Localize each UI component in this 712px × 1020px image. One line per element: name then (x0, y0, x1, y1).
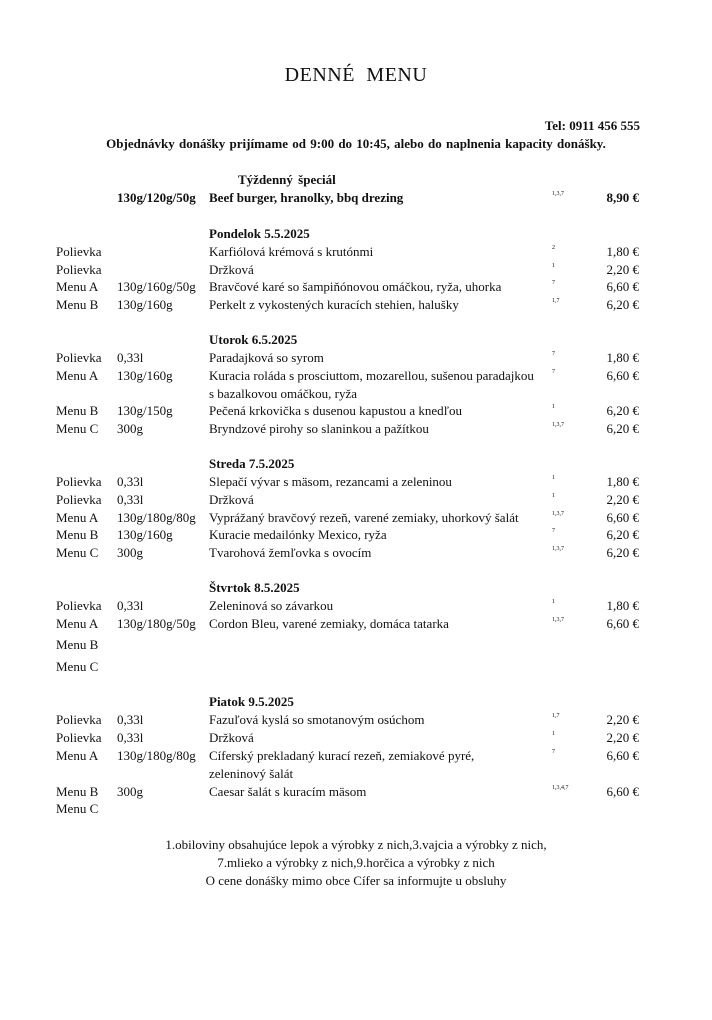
item-allergens: 1 (552, 731, 555, 737)
item-type: Polievka (56, 244, 102, 259)
item-allergens: 1,3,7 (552, 617, 564, 623)
menu-title: DENNÉ MENU (284, 64, 428, 86)
day-heading-tuesday: Utorok 6.5.2025 (209, 332, 298, 347)
menu-row (0, 421, 712, 439)
item-price: 6,20 € (606, 297, 639, 312)
item-allergens: 7 (552, 528, 555, 534)
item-type: Polievka (56, 492, 102, 507)
item-allergens: 7 (552, 351, 555, 357)
item-price: 6,60 € (606, 616, 639, 631)
menu-row (0, 712, 712, 730)
item-name: Tvarohová žemľovka s ovocím (209, 545, 372, 560)
item-name: Cíferský prekladaný kurací rezeň, zemiakové pyré, (209, 748, 475, 763)
item-name: Pečená krkovička s dusenou kapustou a knedľou (209, 403, 462, 418)
day-heading-thursday: Štvrtok 8.5.2025 (209, 580, 300, 595)
item-name: Zeleninová so závarkou (209, 598, 334, 613)
item-allergens: 1 (552, 404, 555, 410)
item-weight: 130g/160g (117, 527, 173, 542)
item-price: 6,60 € (606, 748, 639, 763)
menu-row (0, 748, 712, 766)
item-allergens: 1 (552, 599, 555, 605)
item-type: Menu C (56, 421, 99, 436)
item-weight: 300g (117, 421, 143, 436)
item-name: Perkelt z vykostených kuracích stehien, halušky (209, 297, 459, 312)
item-price: 6,20 € (606, 545, 639, 560)
menu-row (0, 730, 712, 748)
allergen-footnote: 1.obiloviny obsahujúce lepok a výrobky z nich,3.vajcia a výrobky z nich, (165, 837, 547, 852)
item-allergens: 1,3,7 (552, 422, 564, 428)
menu-row (0, 403, 712, 421)
item-price: 2,20 € (606, 262, 639, 277)
item-price: 6,20 € (606, 527, 639, 542)
item-type: Menu B (56, 403, 99, 418)
item-name: Slepačí vývar s mäsom, rezancami a zeleninou (209, 474, 452, 489)
item-price: 6,20 € (606, 421, 639, 436)
weekly-special-heading: Týždenný špeciál (238, 172, 336, 187)
menu-row (0, 527, 712, 545)
phone-number: Tel: 0911 456 555 (544, 118, 640, 133)
item-weight: 130g/150g (117, 403, 173, 418)
item-type: Menu C (56, 545, 99, 560)
item-price: 1,80 € (606, 350, 639, 365)
item-allergens: 1 (552, 263, 555, 269)
item-allergens: 1,3,7 (552, 546, 564, 552)
item-weight: 130g/120g/50g (117, 190, 196, 205)
item-allergens: 7 (552, 369, 555, 375)
menu-row (0, 368, 712, 386)
item-price: 6,20 € (606, 403, 639, 418)
menu-row (0, 510, 712, 528)
item-price: 2,20 € (606, 492, 639, 507)
menu-type-empty: Menu C (56, 659, 99, 674)
item-name: Vyprážaný bravčový rezeň, varené zemiaky, uhorkový šalát (209, 510, 519, 525)
item-price: 1,80 € (606, 598, 639, 613)
item-type: Polievka (56, 730, 102, 745)
item-name: Držková (209, 730, 254, 745)
item-allergens: 1,7 (552, 298, 560, 304)
item-type: Menu A (56, 510, 99, 525)
item-weight: 0,33l (117, 730, 144, 745)
menu-row (0, 297, 712, 315)
item-type: Menu A (56, 279, 99, 294)
item-weight: 130g/160g/50g (117, 279, 196, 294)
weekly-special-row (0, 190, 712, 208)
item-weight: 0,33l (117, 350, 144, 365)
item-weight: 130g/180g/80g (117, 510, 196, 525)
item-allergens: 1 (552, 475, 555, 481)
item-price: 6,60 € (606, 784, 639, 799)
item-name: Kuracia roláda s prosciuttom, mozarellou, sušenou paradajkou (209, 368, 534, 383)
item-weight: 0,33l (117, 712, 144, 727)
item-allergens: 1,3,4,7 (552, 785, 569, 791)
item-weight: 0,33l (117, 598, 144, 613)
item-type: Polievka (56, 350, 102, 365)
item-name: Bravčové karé so šampiňónovou omáčkou, ryža, uhorka (209, 279, 502, 294)
menu-row (0, 244, 712, 262)
item-price: 6,60 € (606, 279, 639, 294)
item-name: Karfiólová krémová s krutónmi (209, 244, 374, 259)
item-weight: 130g/160g (117, 368, 173, 383)
day-heading-wednesday: Streda 7.5.2025 (209, 456, 295, 471)
item-price: 8,90 € (606, 190, 639, 205)
item-name-continued: s bazalkovou omáčkou, ryža (209, 386, 358, 401)
item-weight: 300g (117, 545, 143, 560)
item-type: Polievka (56, 262, 102, 277)
item-price: 1,80 € (606, 244, 639, 259)
item-type: Polievka (56, 598, 102, 613)
orders-info: Objednávky donášky prijímame od 9:00 do 10:45, alebo do naplnenia kapacity donášky. (106, 136, 606, 151)
menu-row (0, 262, 712, 280)
item-name: Caesar šalát s kuracím mäsom (209, 784, 367, 799)
item-weight: 0,33l (117, 492, 144, 507)
menu-row (0, 784, 712, 802)
day-heading-monday: Pondelok 5.5.2025 (209, 226, 310, 241)
item-type: Polievka (56, 474, 102, 489)
item-allergens: 1,3,7 (552, 511, 564, 517)
item-name-continued: zeleninový šalát (209, 766, 294, 781)
item-type: Menu B (56, 527, 99, 542)
allergen-footnote: 7.mlieko a výrobky z nich,9.horčica a výrobky z nich (217, 855, 495, 870)
delivery-note: O cene donášky mimo obce Cífer sa informujte u obsluhy (205, 873, 507, 888)
item-price: 2,20 € (606, 730, 639, 745)
menu-row (0, 545, 712, 563)
menu-row (0, 350, 712, 368)
item-price: 1,80 € (606, 474, 639, 489)
item-type: Menu B (56, 784, 99, 799)
item-allergens: 1,3,7 (552, 191, 564, 197)
item-name: Kuracie medailónky Mexico, ryža (209, 527, 387, 542)
item-type: Menu B (56, 297, 99, 312)
item-allergens: 2 (552, 245, 555, 251)
item-name: Fazuľová kyslá so smotanovým osúchom (209, 712, 425, 727)
item-price: 6,60 € (606, 510, 639, 525)
menu-type-empty: Menu C (56, 801, 99, 816)
item-weight: 300g (117, 784, 143, 799)
item-allergens: 7 (552, 280, 555, 286)
item-name: Bryndzové pirohy so slaninkou a pažítkou (209, 421, 429, 436)
item-name: Držková (209, 492, 254, 507)
item-name: Beef burger, hranolky, bbq drezing (209, 190, 404, 205)
item-type: Menu A (56, 616, 99, 631)
item-price: 2,20 € (606, 712, 639, 727)
menu-row (0, 492, 712, 510)
item-weight: 130g/180g/50g (117, 616, 196, 631)
menu-row (0, 279, 712, 297)
item-type: Menu A (56, 368, 99, 383)
item-allergens: 1,7 (552, 713, 560, 719)
item-name: Paradajková so syrom (209, 350, 324, 365)
item-allergens: 7 (552, 749, 555, 755)
item-type: Menu A (56, 748, 99, 763)
menu-row (0, 598, 712, 616)
menu-type-empty: Menu B (56, 637, 99, 652)
item-price: 6,60 € (606, 368, 639, 383)
menu-row (0, 616, 712, 634)
day-heading-friday: Piatok 9.5.2025 (209, 694, 294, 709)
item-name: Držková (209, 262, 254, 277)
item-name: Cordon Bleu, varené zemiaky, domáca tatarka (209, 616, 449, 631)
item-allergens: 1 (552, 493, 555, 499)
item-weight: 130g/180g/80g (117, 748, 196, 763)
item-type: Polievka (56, 712, 102, 727)
item-weight: 0,33l (117, 474, 144, 489)
item-weight: 130g/160g (117, 297, 173, 312)
menu-row (0, 474, 712, 492)
